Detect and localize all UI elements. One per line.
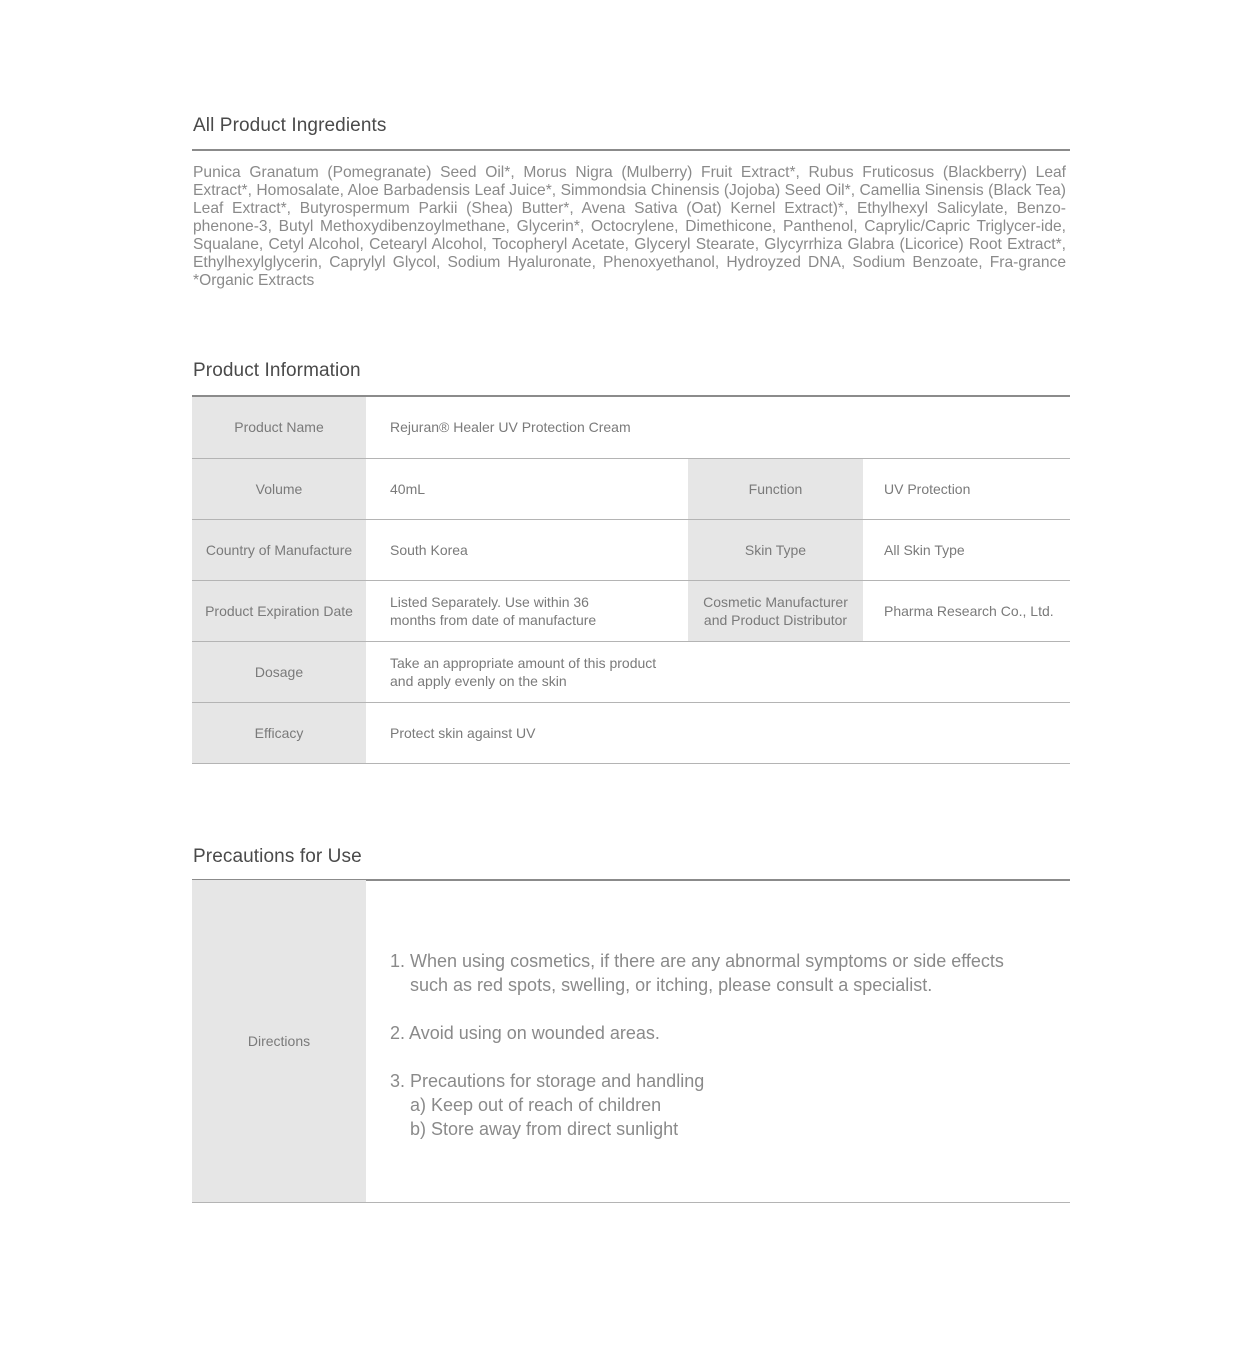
function-value: UV Protection (863, 458, 1070, 519)
efficacy-value: Protect skin against UV (366, 702, 1070, 763)
direction-sub-line: b) Store away from direct sunlight (410, 1119, 679, 1139)
expiration-value-line: Listed Separately. Use within 36 (390, 593, 589, 610)
product-info-table (192, 397, 1070, 764)
direction-sub-line: a) Keep out of reach of children (410, 1095, 662, 1115)
volume-value: 40mL (366, 458, 688, 519)
function-label: Function (688, 458, 863, 519)
expiration-value-line: months from date of manufacture (390, 611, 597, 628)
ingredients-title: All Product Ingredients (193, 115, 387, 136)
dosage-value-line: and apply evenly on the skin (390, 672, 567, 689)
list-item (390, 949, 1050, 997)
directions-content (390, 949, 1050, 1165)
direction-line: 3. Precautions for storage and handling (390, 1071, 705, 1091)
direction-line: 1. When using cosmetics, if there are any abnormal symptoms or side effects (390, 951, 1004, 971)
country-label: Country of Manufacture (192, 519, 366, 580)
manufacturer-label-line: and Product Distributor (703, 611, 848, 628)
table-row (192, 397, 1070, 458)
directions-label: Directions (192, 880, 366, 1202)
efficacy-label: Efficacy (192, 702, 366, 763)
expiration-label: Product Expiration Date (192, 580, 366, 641)
country-value: South Korea (366, 519, 688, 580)
list-item (390, 1069, 1050, 1141)
ingredients-text: Punica Granatum (Pomegranate) Seed Oil*, Morus Nigra (Mulberry) Fruit Extract*, Rubus Fruticosus (Blackberry) Leaf Extract*, Homosalate, Aloe Barbadensis Leaf Juice*, Simmondsia Chinensis (Jojoba) Seed Oil*, Camellia Sinensis (Black Tea) Leaf Extract*, Butyrospermum Parkii (Shea) Butter*, Avena Sativa (Oat) Kernel Extract)*, Ethylhexyl Salicylate, Benzo-phenone-3, Butyl Methoxydibenzoylmethane, Glycerin*, Octocrylene, Dimethicone, Panthenol, Caprylic/Capric Triglycer-ide, Squalane, Cetyl Alcohol, Cetearyl Alcohol, Tocopheryl Acetate, Glyceryl Stearate, Glycyrrhiza Glabra (Licorice) Root Extract*, Ethylhexylglycerin, Caprylyl Glycol, Sodium Hyaluronate, Phenoxyethanol, Hydroyzed DNA, Sodium Benzoate, Fra-grance *Organic Extracts (193, 164, 1066, 289)
product-name-label: Product Name (192, 397, 366, 458)
dosage-value (366, 641, 1070, 702)
dosage-label: Dosage (192, 641, 366, 702)
volume-label: Volume (192, 458, 366, 519)
product-info-title: Product Information (193, 360, 361, 381)
table-row (192, 641, 1070, 702)
skin-type-label: Skin Type (688, 519, 863, 580)
manufacturer-label (688, 580, 863, 641)
table-row (192, 519, 1070, 580)
table-row (192, 580, 1070, 641)
table-row (192, 458, 1070, 519)
list-item (390, 1021, 1050, 1045)
direction-line: such as red spots, swelling, or itching, please consult a specialist. (410, 975, 933, 995)
manufacturer-label-line: Cosmetic Manufacturer (703, 593, 848, 610)
skin-type-value: All Skin Type (863, 519, 1070, 580)
dosage-value-line: Take an appropriate amount of this product (390, 654, 657, 671)
direction-line: 2. Avoid using on wounded areas. (390, 1023, 660, 1043)
product-name-value: Rejuran® Healer UV Protection Cream (366, 397, 1070, 458)
ingredients-divider (192, 149, 1070, 151)
manufacturer-value: Pharma Research Co., Ltd. (863, 580, 1070, 641)
precautions-table (192, 880, 1070, 1203)
table-row (192, 702, 1070, 763)
precautions-title: Precautions for Use (193, 846, 362, 867)
expiration-value (366, 580, 688, 641)
